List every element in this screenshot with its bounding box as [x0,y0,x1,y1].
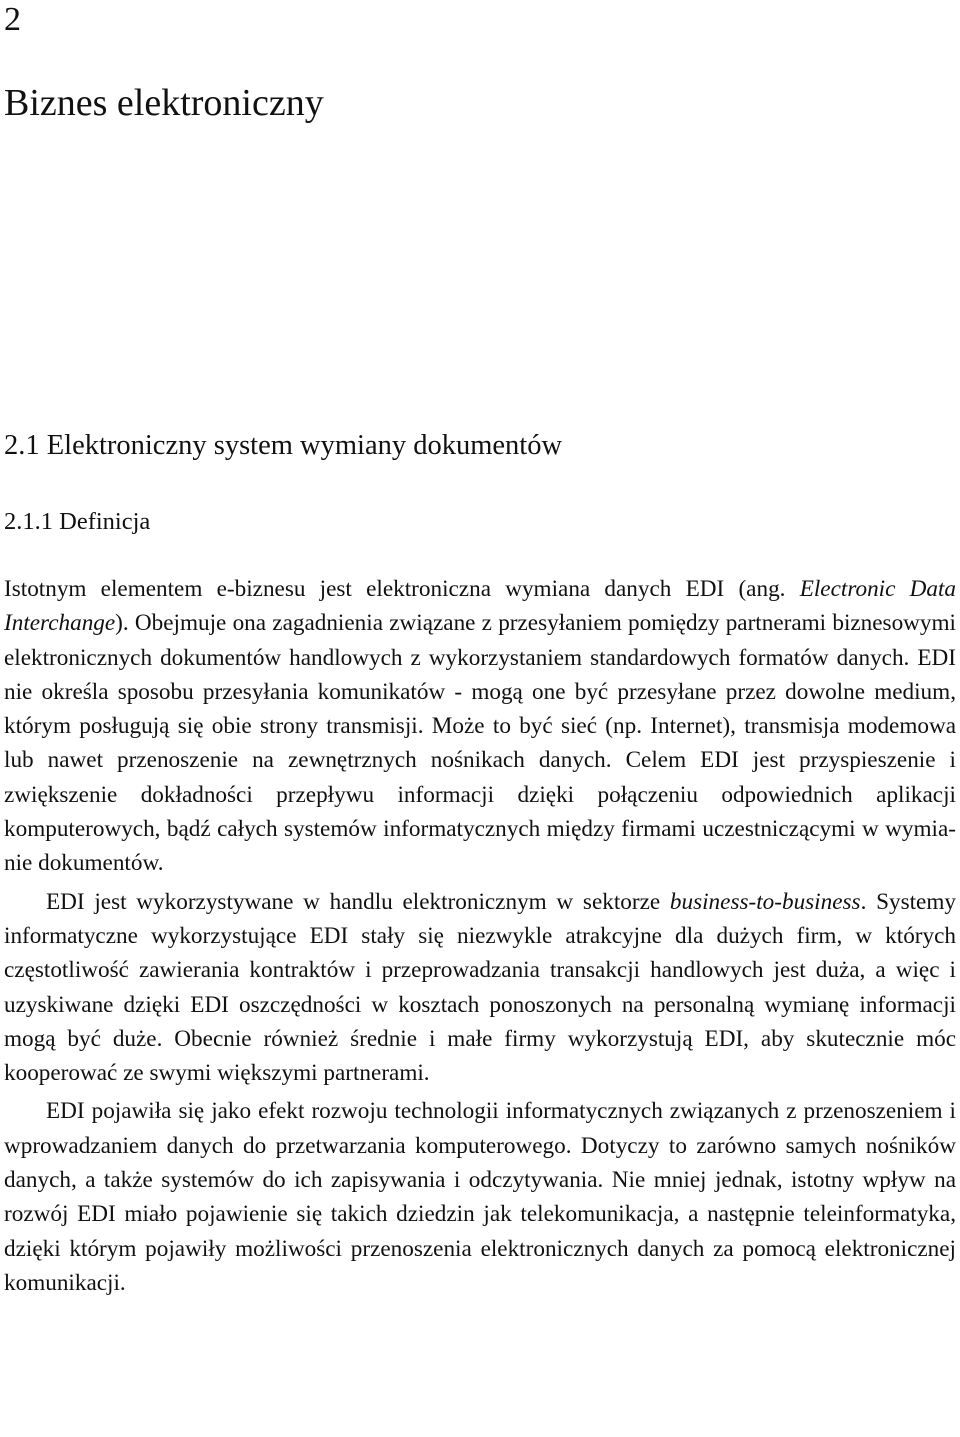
chapter-number: 2 [4,1,21,38]
paragraph-text: . Systemy informatyczne wykorzystujące EDI stały się niezwykle atrakcyjne dla dużych firm, w których częstotliwość zawierania kontraktów i przeprowadzania transakcji handlowych jest duża, a więc i uzyskiwane dzięki EDI oszczędności w kosztach ponoszonych na personalną wymianę informacji mogą być duże. Obecnie również średnie i małe firmy wykorzystują EDI, aby skutecznie móc kooperować ze swymi większymi partnerami. [4,888,956,1087]
paragraph [4,885,956,1091]
emphasized-term: Electronic Data Interchange [4,576,957,637]
chapter-title: Biznes elektroniczny [4,82,324,124]
subsection-title: 2.1.1 Definicja [4,508,151,535]
emphasized-term: business-to-business [669,888,861,915]
paragraph-text: ). Obejmuje ona zagadnienia związane z przesyłaniem pomiędzy partnerami biznesowymi elektronicznych dokumentów handlowych z wykorzystaniem standardowych formatów danych. EDI nie określa sposobu przesyłania komunikatów - mogą one być przesyłane przez dowolne medium, którym posługują się obie strony transmisji. Może to być sieć (np. Internet), transmisja modemowa lub nawet przenoszenie na zewnętrznych nośnikach danych. Celem EDI jest przyspieszenie i zwiększenie dokładności przepływu informacji dzięki połączeniu odpowiednich aplikacji komputerowych, bądź całych systemów informatycznych między firmami uczestniczącymi w wymianie dokumentów. [4,610,956,877]
body-text [4,572,956,1304]
paragraph [4,572,956,881]
paragraph-text: EDI jest wykorzystywane w handlu elektronicznym w sektorze [46,888,670,915]
paragraph [4,1094,956,1300]
section-title: 2.1 Elektroniczny system wymiany dokumentów [4,430,563,461]
paragraph-text: Istotnym elementem e-biznesu jest elektroniczna wymiana danych EDI (ang. [4,576,800,602]
paragraph-text: EDI pojawiła się jako efekt rozwoju technologii informatycznych związanych z przenoszeniem i wprowadzaniem danych do przetwarzania komputerowego. Dotyczy to zarówno samych nośników danych, a także systemów do ich zapisywania i odczytywania. Nie mniej jednak, istotny wpływ na rozwój EDI miało pojawienie się takich dziedzin jak telekomunikacja, a następnie teleinformatyka, dzięki którym pojawiły możliwości przenoszenia elektronicznych danych za pomocą elektronicznej komunikacji. [4,1098,956,1296]
